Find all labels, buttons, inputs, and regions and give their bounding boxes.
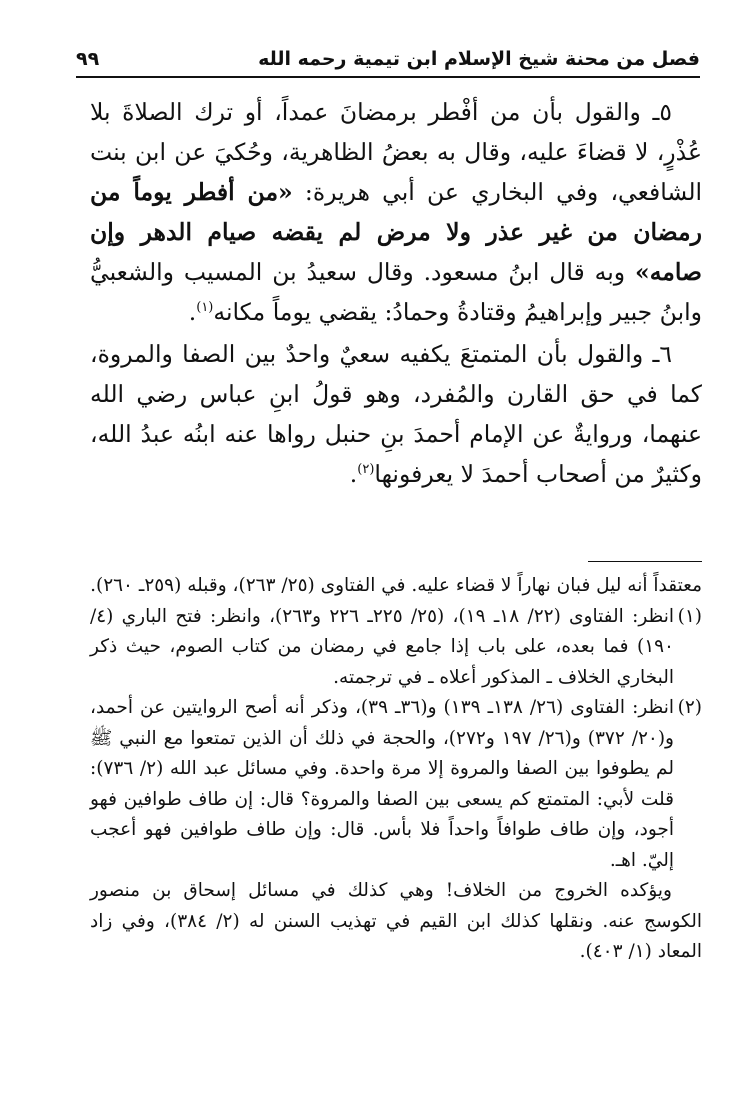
footnotes-section: [90, 571, 702, 968]
footnote-2-text: انظر: الفتاوى (٢٦/ ١٣٨ـ ١٣٩) و(٣٦ـ ٣٩)، وذكر أنه أصح الروايتين عن أحمد، و(٢٠/ ٣٧٢) و(٢٦/ ١٩٧ و٢٧٢)، والحجة في ذلك أن الذين تمتعوا مع النبي ﷺ لم يطوفوا بين الصفا والمروة إلا مرة واحدة. وفي مسائل عبد الله (٢/ ٧٣٦): قلت لأبي: المتمتع كم يسعى بين الصفا والمروة؟ قال: إن طاف طوافين فهو أجود، وإن طاف طوافاً واحداً فلا بأس. قال: وإن طاف طوافين فهو أعجب إليّ. اهـ.: [90, 697, 675, 871]
footnote-separator: [588, 561, 702, 562]
running-title: فصل من محنة شيخ الإسلام ابن تيمية رحمه الله: [258, 48, 700, 70]
footnote-1-text: انظر: الفتاوى (٢٢/ ١٨ـ ١٩)، (٢٥/ ٢٢٥ـ ٢٢٦ و٢٦٣)، وانظر: فتح الباري (٤/ ١٩٠) فما بعده، على باب إذا جامع في رمضان من كتاب الصوم، حيث ذكر البخاري الخلاف ـ المذكور أعلاه ـ في ترجمته.: [90, 605, 674, 688]
footnote-2-continuation: ويؤكده الخروج من الخلاف! وهي كذلك في مسائل إسحاق بن منصور الكوسج عنه. ونقلها كذلك ابن القيم في تهذيب السنن له (٢/ ٣٨٤)، وفي زاد المعاد (١/ ٤٠٣).: [90, 880, 702, 962]
footnote-1-marker: (١): [677, 605, 702, 627]
main-text: [90, 92, 702, 494]
running-header: [76, 44, 700, 74]
footnote-2-marker: (٢): [677, 697, 702, 718]
paragraph-5-continuation: وبه قال ابنُ مسعود. وقال سعيدُ بن المسيب والشعبيُّ وابنُ جبير وإبراهيمُ وقتادةُ وحمادُ: يقضي يوماً مكانه: [90, 258, 702, 326]
paragraph-6-end: .: [349, 460, 358, 488]
footnote-ref-1[interactable]: (١): [196, 300, 214, 316]
header-rule: [76, 76, 700, 78]
page-number: ٩٩: [76, 48, 100, 70]
footnote-2: [90, 693, 702, 876]
hadith-quote: «من أفطر يوماً من رمضان من غير عذر ولا مرض لم يقضه صيام الدهر وإن صامه»: [90, 178, 702, 286]
footnote-ref-2[interactable]: (٢): [357, 462, 375, 478]
footnote-continuation: معتقداً أنه ليل فبان نهاراً لا قضاء عليه. في الفتاوى (٢٥/ ٢٦٣)، وقبله (٢٥٩ـ ٢٦٠).: [90, 575, 702, 596]
paragraph-5: [90, 92, 702, 332]
paragraph-5-end: .: [188, 298, 197, 326]
paragraph-5-text: ٥ـ والقول بأن من أفْطر برمضانَ عمداً، أو ترك الصلاةَ بلا عُذْرٍ، لا قضاءَ عليه، وقال به بعضُ الظاهرية، وحُكيَ عن ابن بنت الشافعي، وفي البخاري عن أبي هريرة:: [90, 98, 703, 206]
paragraph-6-text: ٦ـ والقول بأن المتمتعَ يكفيه سعيٌ واحدٌ بين الصفا والمروة، كما في حق القارن والمُفرد، وهو قولُ ابنِ عباس رضي الله عنهما، وروايةٌ عن الإمام أحمدَ بنِ حنبل رواها عنه ابنُه عبدُ الله، وكثيرٌ من أصحاب أحمدَ لا يعرفونها: [90, 340, 702, 488]
paragraph-6: [90, 334, 702, 494]
footnote-1: [90, 602, 702, 694]
